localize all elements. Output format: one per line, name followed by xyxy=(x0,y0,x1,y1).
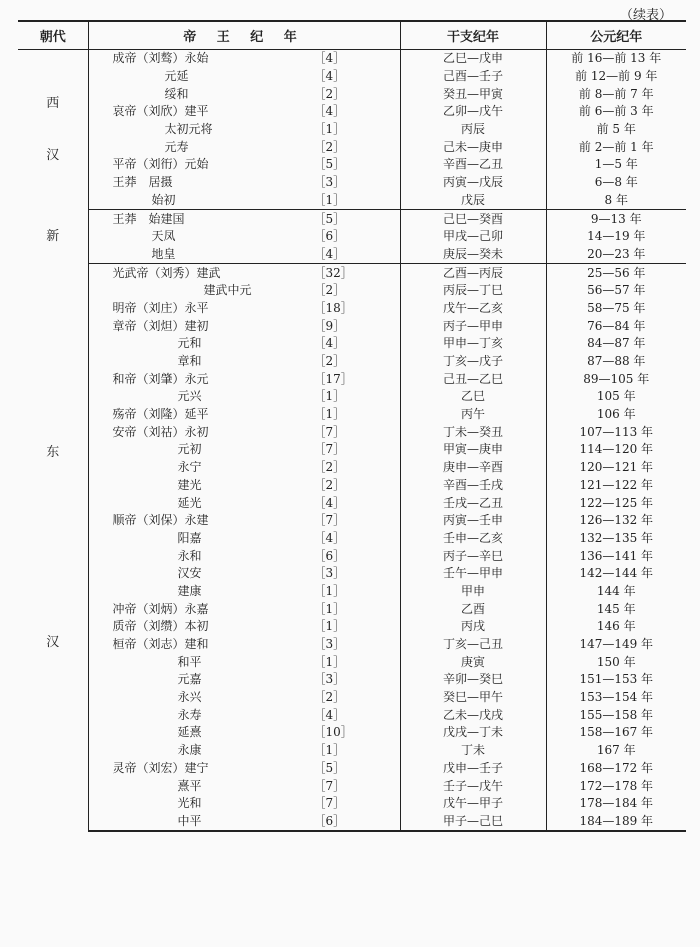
reign-years: ［17］ xyxy=(313,371,353,386)
reign-years: ［1］ xyxy=(313,619,346,634)
reign-name: 中平 xyxy=(177,813,202,828)
dynasty-cell xyxy=(18,210,88,264)
ganzhi-cell: 戊申—壬子 xyxy=(400,760,546,778)
reign-cell xyxy=(88,228,400,246)
table-row xyxy=(18,636,686,654)
reign-name: 太初元将 xyxy=(164,122,213,137)
ganzhi-cell: 丙辰—丁巳 xyxy=(400,282,546,300)
ad-cell: 9—13 年 xyxy=(546,210,686,228)
ganzhi-cell: 己巳—癸酉 xyxy=(400,210,546,228)
reign-cell xyxy=(88,156,400,174)
reign-years: ［9］ xyxy=(313,318,346,333)
reign-years: ［4］ xyxy=(313,495,346,510)
reign-years: ［2］ xyxy=(313,690,346,705)
reign-name: 章帝（刘炟）建初 xyxy=(112,318,209,333)
ganzhi-cell: 甲申 xyxy=(400,583,546,601)
ad-cell: 105 年 xyxy=(546,388,686,406)
reign-name: 顺帝（刘保）永建 xyxy=(112,513,209,528)
ad-cell: 58—75 年 xyxy=(546,300,686,318)
dynasty-cell xyxy=(18,50,88,210)
reign-name: 光和 xyxy=(177,796,202,811)
ad-cell: 142—144 年 xyxy=(546,565,686,583)
table-row xyxy=(18,689,686,707)
ganzhi-cell: 己酉—壬子 xyxy=(400,68,546,86)
ad-cell: 25—56 年 xyxy=(546,264,686,282)
reign-name: 元延 xyxy=(164,69,189,84)
reign-name: 王莽 始建国 xyxy=(112,211,185,226)
table-row xyxy=(18,353,686,371)
reign-cell xyxy=(88,583,400,601)
ad-cell: 前 16—前 13 年 xyxy=(546,50,686,68)
ad-cell: 151—153 年 xyxy=(546,671,686,689)
reign-table xyxy=(18,20,686,832)
header-ad: 公元纪年 xyxy=(546,21,686,50)
ganzhi-cell: 乙巳 xyxy=(400,388,546,406)
reign-cell xyxy=(88,706,400,724)
ganzhi-cell: 丙子—辛巳 xyxy=(400,547,546,565)
ganzhi-cell: 壬子—戊午 xyxy=(400,777,546,795)
reign-cell xyxy=(88,477,400,495)
ad-cell: 8 年 xyxy=(546,192,686,210)
table-row xyxy=(18,246,686,264)
reign-years: ［1］ xyxy=(313,654,346,669)
reign-years: ［2］ xyxy=(313,139,346,154)
table-row xyxy=(18,441,686,459)
reign-cell xyxy=(88,282,400,300)
reign-cell xyxy=(88,777,400,795)
reign-years: ［1］ xyxy=(313,192,346,207)
ad-cell: 114—120 年 xyxy=(546,441,686,459)
ad-cell: 167 年 xyxy=(546,742,686,760)
table-header xyxy=(18,21,686,50)
table-row xyxy=(18,192,686,210)
ganzhi-cell: 丁亥—戊子 xyxy=(400,353,546,371)
reign-cell xyxy=(88,636,400,654)
reign-cell xyxy=(88,795,400,813)
reign-cell xyxy=(88,441,400,459)
reign-years: ［18］ xyxy=(313,300,353,315)
reign-years: ［7］ xyxy=(313,424,346,439)
continued-note: （续表） xyxy=(619,8,672,23)
reign-years: ［1］ xyxy=(313,743,346,758)
reign-years: ［5］ xyxy=(313,157,346,172)
ad-cell: 前 6—前 3 年 xyxy=(546,103,686,121)
reign-name: 天凤 xyxy=(151,229,176,244)
ganzhi-cell: 丙辰 xyxy=(400,121,546,139)
ad-cell: 6—8 年 xyxy=(546,174,686,192)
reign-name: 元和 xyxy=(177,336,202,351)
table-row xyxy=(18,174,686,192)
reign-cell xyxy=(88,530,400,548)
reign-years: ［5］ xyxy=(313,211,346,226)
reign-name: 始初 xyxy=(151,192,176,207)
reign-name: 延熹 xyxy=(177,725,202,740)
table-row xyxy=(18,370,686,388)
reign-name: 冲帝（刘炳）永嘉 xyxy=(112,601,209,616)
reign-cell xyxy=(88,68,400,86)
ganzhi-cell: 辛卯—癸巳 xyxy=(400,671,546,689)
ganzhi-cell: 乙未—戊戌 xyxy=(400,706,546,724)
reign-name: 元嘉 xyxy=(177,672,202,687)
ganzhi-cell: 丁未—癸丑 xyxy=(400,423,546,441)
ad-cell: 147—149 年 xyxy=(546,636,686,654)
reign-years: ［4］ xyxy=(313,69,346,84)
reign-years: ［7］ xyxy=(313,513,346,528)
table-row xyxy=(18,477,686,495)
ganzhi-cell: 丙午 xyxy=(400,406,546,424)
ad-cell: 84—87 年 xyxy=(546,335,686,353)
ganzhi-cell: 乙卯—戊午 xyxy=(400,103,546,121)
reign-name: 成帝（刘骜）永始 xyxy=(112,51,209,66)
table-row xyxy=(18,335,686,353)
reign-cell xyxy=(88,246,400,264)
table-row xyxy=(18,760,686,778)
reign-years: ［10］ xyxy=(313,725,353,740)
table-row xyxy=(18,85,686,103)
reign-cell xyxy=(88,300,400,318)
ad-cell: 155—158 年 xyxy=(546,706,686,724)
table-row xyxy=(18,121,686,139)
table-row xyxy=(18,583,686,601)
ad-cell: 172—178 年 xyxy=(546,777,686,795)
table-row xyxy=(18,50,686,68)
reign-name: 和平 xyxy=(177,654,202,669)
reign-years: ［1］ xyxy=(313,407,346,422)
table-row xyxy=(18,210,686,228)
reign-name: 王莽 居摄 xyxy=(112,175,173,190)
reign-cell xyxy=(88,353,400,371)
ad-cell: 120—121 年 xyxy=(546,459,686,477)
ganzhi-cell: 戊午—乙亥 xyxy=(400,300,546,318)
reign-cell xyxy=(88,618,400,636)
reign-years: ［1］ xyxy=(313,389,346,404)
ganzhi-cell: 丁未 xyxy=(400,742,546,760)
ganzhi-cell: 丙戌 xyxy=(400,618,546,636)
ad-cell: 144 年 xyxy=(546,583,686,601)
reign-cell xyxy=(88,50,400,68)
reign-cell xyxy=(88,653,400,671)
reign-years: ［7］ xyxy=(313,442,346,457)
reign-name: 元兴 xyxy=(177,389,202,404)
ad-cell: 前 2—前 1 年 xyxy=(546,138,686,156)
reign-years: ［2］ xyxy=(313,86,346,101)
reign-name: 永和 xyxy=(177,548,202,563)
ganzhi-cell: 庚辰—癸未 xyxy=(400,246,546,264)
ad-cell: 76—84 年 xyxy=(546,317,686,335)
reign-cell xyxy=(88,406,400,424)
ad-cell: 146 年 xyxy=(546,618,686,636)
ad-cell: 56—57 年 xyxy=(546,282,686,300)
ganzhi-cell: 甲申—丁亥 xyxy=(400,335,546,353)
table-row xyxy=(18,103,686,121)
ganzhi-cell: 丙寅—壬申 xyxy=(400,512,546,530)
reign-name: 熹平 xyxy=(177,778,202,793)
ganzhi-cell: 戊午—甲子 xyxy=(400,795,546,813)
table-row xyxy=(18,459,686,477)
ganzhi-cell: 癸巳—甲午 xyxy=(400,689,546,707)
reign-years: ［5］ xyxy=(313,760,346,775)
ad-cell: 121—122 年 xyxy=(546,477,686,495)
reign-cell xyxy=(88,121,400,139)
reign-name: 章和 xyxy=(177,354,202,369)
reign-cell xyxy=(88,388,400,406)
reign-cell xyxy=(88,264,400,282)
ganzhi-cell: 壬午—甲申 xyxy=(400,565,546,583)
reign-name: 哀帝（刘欣）建平 xyxy=(112,104,209,119)
reign-name: 平帝（刘衎）元始 xyxy=(112,157,209,172)
table-row xyxy=(18,706,686,724)
reign-name: 建康 xyxy=(177,583,202,598)
reign-name: 汉安 xyxy=(177,566,202,581)
reign-name: 灵帝（刘宏）建宁 xyxy=(112,760,209,775)
reign-years: ［2］ xyxy=(313,477,346,492)
ganzhi-cell: 壬戌—乙丑 xyxy=(400,494,546,512)
reign-years: ［6］ xyxy=(313,548,346,563)
dynasty-cell xyxy=(18,264,88,832)
reign-cell xyxy=(88,760,400,778)
ad-cell: 158—167 年 xyxy=(546,724,686,742)
reign-cell xyxy=(88,174,400,192)
reign-name: 永宁 xyxy=(177,460,202,475)
dynasty-char: 汉 xyxy=(46,634,60,650)
table-row xyxy=(18,547,686,565)
table-row xyxy=(18,600,686,618)
reign-name: 建光 xyxy=(177,477,202,492)
ad-cell: 126—132 年 xyxy=(546,512,686,530)
reign-name: 明帝（刘庄）永平 xyxy=(112,300,209,315)
ad-cell: 184—189 年 xyxy=(546,813,686,832)
reign-years: ［4］ xyxy=(313,530,346,545)
reign-years: ［7］ xyxy=(313,796,346,811)
reign-years: ［4］ xyxy=(313,707,346,722)
reign-name: 永康 xyxy=(177,743,202,758)
ad-cell: 前 12—前 9 年 xyxy=(546,68,686,86)
reign-cell xyxy=(88,317,400,335)
reign-name: 元初 xyxy=(177,442,202,457)
reign-name: 元寿 xyxy=(164,139,189,154)
table-row xyxy=(18,565,686,583)
header-reign: 帝 王 纪 年 xyxy=(88,21,400,50)
ad-cell: 178—184 年 xyxy=(546,795,686,813)
reign-name: 和帝（刘肇）永元 xyxy=(112,371,209,386)
table-row xyxy=(18,138,686,156)
reign-name: 光武帝（刘秀）建武 xyxy=(112,265,221,280)
reign-years: ［6］ xyxy=(313,813,346,828)
ad-cell: 136—141 年 xyxy=(546,547,686,565)
reign-years: ［4］ xyxy=(313,104,346,119)
table-row xyxy=(18,618,686,636)
table-row xyxy=(18,813,686,832)
dynasty-char: 汉 xyxy=(46,147,60,163)
ad-cell: 1—5 年 xyxy=(546,156,686,174)
ad-cell: 前 8—前 7 年 xyxy=(546,85,686,103)
ad-cell: 145 年 xyxy=(546,600,686,618)
ganzhi-cell: 己未—庚申 xyxy=(400,138,546,156)
reign-years: ［32］ xyxy=(313,265,353,280)
table-row xyxy=(18,777,686,795)
ganzhi-cell: 壬申—乙亥 xyxy=(400,530,546,548)
reign-cell xyxy=(88,192,400,210)
ad-cell: 168—172 年 xyxy=(546,760,686,778)
table-row xyxy=(18,795,686,813)
table-row xyxy=(18,317,686,335)
reign-cell xyxy=(88,724,400,742)
reign-years: ［4］ xyxy=(313,246,346,261)
table-row xyxy=(18,724,686,742)
reign-years: ［2］ xyxy=(313,283,346,298)
ganzhi-cell: 乙酉 xyxy=(400,600,546,618)
ad-cell: 132—135 年 xyxy=(546,530,686,548)
ad-cell: 106 年 xyxy=(546,406,686,424)
dynasty-char: 西 xyxy=(46,95,60,111)
reign-years: ［3］ xyxy=(313,566,346,581)
reign-cell xyxy=(88,103,400,121)
ad-cell: 87—88 年 xyxy=(546,353,686,371)
ad-cell: 150 年 xyxy=(546,653,686,671)
reign-name: 永寿 xyxy=(177,707,202,722)
table-row xyxy=(18,494,686,512)
ganzhi-cell: 戊戌—丁未 xyxy=(400,724,546,742)
dynasty-char: 新 xyxy=(46,229,60,245)
reign-cell xyxy=(88,742,400,760)
reign-cell xyxy=(88,671,400,689)
table-row xyxy=(18,156,686,174)
table-row xyxy=(18,406,686,424)
ganzhi-cell: 庚寅 xyxy=(400,653,546,671)
ad-cell: 122—125 年 xyxy=(546,494,686,512)
ganzhi-cell: 戊辰 xyxy=(400,192,546,210)
reign-cell xyxy=(88,423,400,441)
reign-name: 永兴 xyxy=(177,690,202,705)
reign-years: ［4］ xyxy=(313,336,346,351)
reign-years: ［2］ xyxy=(313,354,346,369)
table-row xyxy=(18,530,686,548)
reign-cell xyxy=(88,85,400,103)
reign-name: 建武中元 xyxy=(203,283,252,298)
ganzhi-cell: 乙酉—丙辰 xyxy=(400,264,546,282)
ganzhi-cell: 丙子—甲申 xyxy=(400,317,546,335)
reign-cell xyxy=(88,494,400,512)
table-row xyxy=(18,671,686,689)
table-row xyxy=(18,282,686,300)
ad-cell: 前 5 年 xyxy=(546,121,686,139)
table-row xyxy=(18,264,686,282)
reign-name: 延光 xyxy=(177,495,202,510)
ganzhi-cell: 甲寅—庚申 xyxy=(400,441,546,459)
reign-cell xyxy=(88,600,400,618)
reign-years: ［3］ xyxy=(313,637,346,652)
reign-cell xyxy=(88,547,400,565)
reign-years: ［7］ xyxy=(313,778,346,793)
table-row xyxy=(18,228,686,246)
reign-cell xyxy=(88,459,400,477)
reign-cell xyxy=(88,370,400,388)
table-row xyxy=(18,388,686,406)
ad-cell: 107—113 年 xyxy=(546,423,686,441)
reign-cell xyxy=(88,138,400,156)
reign-name: 绥和 xyxy=(164,86,189,101)
ad-cell: 20—23 年 xyxy=(546,246,686,264)
header-ganzhi: 干支纪年 xyxy=(400,21,546,50)
reign-cell xyxy=(88,689,400,707)
reign-name: 质帝（刘缵）本初 xyxy=(112,619,209,634)
header-dynasty: 朝代 xyxy=(18,21,88,50)
ganzhi-cell: 庚申—辛酉 xyxy=(400,459,546,477)
reign-name: 阳嘉 xyxy=(177,530,202,545)
reign-years: ［3］ xyxy=(313,672,346,687)
ganzhi-cell: 辛酉—壬戌 xyxy=(400,477,546,495)
reign-cell xyxy=(88,210,400,228)
reign-cell xyxy=(88,565,400,583)
table-row xyxy=(18,742,686,760)
reign-cell xyxy=(88,512,400,530)
ganzhi-cell: 癸丑—甲寅 xyxy=(400,85,546,103)
ganzhi-cell: 丁亥—己丑 xyxy=(400,636,546,654)
ganzhi-cell: 甲戌—己卯 xyxy=(400,228,546,246)
reign-years: ［6］ xyxy=(313,229,346,244)
table-row xyxy=(18,512,686,530)
ganzhi-cell: 丙寅—戊辰 xyxy=(400,174,546,192)
ad-cell: 153—154 年 xyxy=(546,689,686,707)
table-row xyxy=(18,653,686,671)
ganzhi-cell: 己丑—乙巳 xyxy=(400,370,546,388)
ad-cell: 89—105 年 xyxy=(546,370,686,388)
reign-name: 地皇 xyxy=(151,246,176,261)
reign-years: ［1］ xyxy=(313,122,346,137)
reign-years: ［2］ xyxy=(313,460,346,475)
reign-name: 桓帝（刘志）建和 xyxy=(112,637,209,652)
ad-cell: 14—19 年 xyxy=(546,228,686,246)
reign-cell xyxy=(88,335,400,353)
ganzhi-cell: 乙巳—戊申 xyxy=(400,50,546,68)
table-row xyxy=(18,68,686,86)
reign-name: 殇帝（刘隆）延平 xyxy=(112,407,209,422)
table-row xyxy=(18,423,686,441)
reign-years: ［1］ xyxy=(313,583,346,598)
ganzhi-cell: 甲子—己巳 xyxy=(400,813,546,832)
table-row xyxy=(18,300,686,318)
reign-name: 安帝（刘祜）永初 xyxy=(112,424,209,439)
reign-years: ［4］ xyxy=(313,51,346,66)
reign-cell xyxy=(88,813,400,832)
reign-years: ［3］ xyxy=(313,175,346,190)
dynasty-char: 东 xyxy=(46,444,60,460)
reign-years: ［1］ xyxy=(313,601,346,616)
ganzhi-cell: 辛酉—乙丑 xyxy=(400,156,546,174)
